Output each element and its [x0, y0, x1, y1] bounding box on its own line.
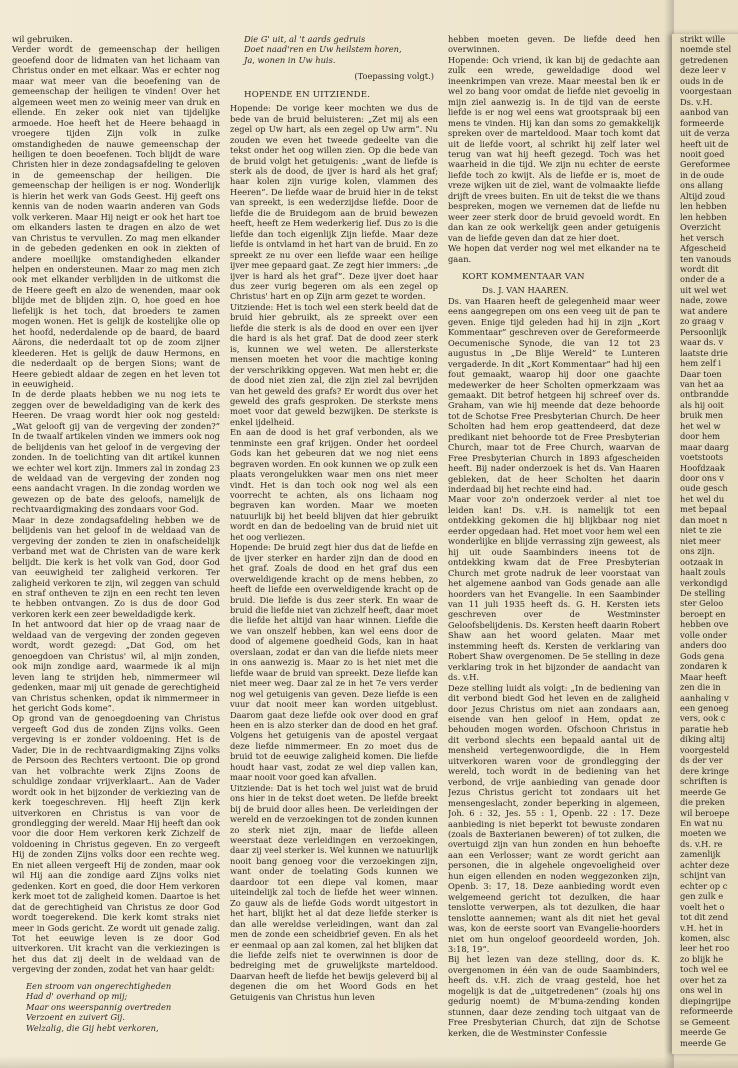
text-line: heeft uit de [680, 138, 729, 149]
text-line: strikt wille [680, 34, 726, 44]
column-4-partial [672, 34, 738, 1054]
paragraph: Hopende: De vorige keer mochten we dus de bede van de bruid beluisteren: „Zet mij als een zegel op Uw hart, als een zegel op Uw arm”. Nu zouden we even het tweede gedeelte van die tekst onder het oog willen zien. Op die bede van de bruid volgt het getuigenis: „want de liefde is sterk als de dood, de ijver is hard als het graf; haar kolen zijn vurige kolen, vlammen des Heeren”. De liefde waar de bruid hier in de tekst van spreekt, is een wederzijdse liefde. Door de liefde die de Bruidegom aan de bruid bewezen heeft, heeft ze Hem wederkerig lief. Dus zo is die liefde dan toch eigenlijk Zijn liefde. Maar deze liefde is ontvlamd in het hart van de bruid. En zo spreekt ze nu over een liefde waar een heilige ijver mee gepaard gaat. Ze zegt hier immers: „de ijver is hard als het graf”. Deze ijver doet haar dus zeer vurig begeren om als een zegel op Christus' hart en op Zijn arm gezet te worden. [230, 103, 438, 302]
text-line: door ons v [680, 473, 724, 484]
paragraph: Hopende: De bruid zegt hier dus dat de liefde en de ijver sterker en harder zijn dan de dood en het graf. Zoals de dood en het graf dus een overweldigende kracht op de mens hebben, zo heeft de liefde een overweldigende kracht op de bruid. Die liefde is dus zeer sterk. En waar de bruid die liefde niet van zichzelf heeft, daar moet die liefde het altijd van haar winnen. Liefde die we van onszelf hebben, kan wel eens door de dood of algemene goedheid Gods, kan in haat overslaan, zodat er dan van die liefde niets meer in ons aanwezig is. Maar zo is het niet met die liefde waar de bruid van spreekt. Deze liefde kan niet meer weg. Daar zal ze in het 7e vers verder nog wel getuigenis van geven. Deze liefde is een vuur dat nooit meer kan worden uitgeblust. Daarom gaat deze liefde ook over dood en graf heen en is alzo sterker dan de dood en het graf. Volgens het getuigenis van de apostel vergaat deze liefde nimmermeer. En zo moet dus de bruid tot de eeuwige zaligheid komen. Die liefde houdt haar vast, zodat ze wel diep vallen kan, maar nooit voor goed kan afvallen. [230, 542, 438, 783]
article-heading: KORT KOMMENTAAR VAN [462, 271, 585, 282]
text-line: Afgescheid [680, 243, 727, 254]
text-line: se Gemeent [680, 1016, 730, 1027]
text-line: reformeerde [680, 1006, 733, 1017]
text-line: moeten we [680, 828, 727, 839]
text-line: het wel du [680, 493, 725, 504]
text-line: ontbrandde [680, 389, 729, 400]
text-line: En wat nu [680, 817, 723, 828]
text-line: gen zulk e [680, 891, 724, 902]
paragraph: Uitziende: Dat is het toch wel juist wat de bruid ons hier in de tekst doet weten. De liefde breekt bij de bruid door alles heen. De verleidingen der wereld en de verzoekingen tot de zonden kunnen zo sterk niet zijn, maar de liefde alleen weerstaat deze verleidingen en verzoekingen, daar zij veel sterker is. Wel kunnen we natuurlijk nooit bang genoeg voor die verzoekingen zijn, want onder de toelating Gods kunnen we daardoor tot een diepe val komen, maar uiteindelijk zal toch de liefde het weer winnen. Zo gauw als de liefde Gods wordt uitgestort in het hart, blijkt het al dat deze liefde sterker is dan alle wereldse verleidingen, want dan zal men de zonde een scheidbrief geven. En als het er eenmaal op aan zal komen, zal het blijken dat die liefde zelfs niet te overwinnen is door de bedreiging met de gruwelijkste marteldood. Daarvan heeft de liefde het bewijs geleverd bij al degenen die om het Woord Gods en het Getuigenis van Christus hun leven [230, 782, 438, 1002]
text-line: niet meer [680, 535, 721, 546]
text-line: diepingrijpe [680, 995, 731, 1006]
text-line: noemde stel [680, 44, 732, 55]
paragraph: Bij het lezen van deze stelling, door ds. K. overgenomen in één van de oude Saambinders, heeft ds. v.H. zich de vraag gesteld, hoe het mogelijk is dat de „uitgetredenen” (zoals hij ons gedurig noemt) de M'buma-zending konden stunnen, daar deze zending toch uitgaat van de Free Presbyterian Church, dat zijn de Schotse kerken, die de Westminster Confessie [448, 954, 660, 1038]
poem-line: Maar ons weerspannig overtreden [26, 1001, 172, 1012]
text-line: tot dit zend [680, 912, 729, 923]
text-line: het versch [680, 232, 725, 243]
text-line: zo blijk he [680, 953, 724, 964]
text-line: van het aa [680, 378, 724, 389]
text-line: een genoeg [680, 703, 729, 713]
paragraph: Deze stelling luidt als volgt: „In de bediening van dit verbond biedt God het leven en de zaligheid door Jezus Christus om niet aan zondaars aan, eisende van hen geloof in Hem, opdat ze behouden mogen worden. Ofschoon Christus in dit verbond slechts een bepaald aantal uit de mensheid vertegenwoordigde, die in Hem uitverkoren waren voor de grondlegging der wereld, toch wordt in de bediening van het verbond, de vrije aanbieding van genade door Jezus Christus gericht tot zondaars uit het mensengeslacht, zonder beperking in algemeen, Joh. 6 : 32, Jes. 55 : 1, Openb. 22 : 17. Deze aanbieding is niet beperkt tot bewuste zondaren (zoals de Baxterianen beweren) of tot zulken, die overtuigd zijn van hun zonden en hun behoefte aan een Verlosser; want ze wordt gericht aan personen, die in algehele ongevoeligheid over hun eigen ellenden en noden weggezonken zijn, Openb. 3: 17, 18. Deze aanbieding wordt even welgemeend gericht tot dezulken, die haar tenslotte verwerpen, als tot dezulken, die haar tenslotte aannemen; want als dit niet het geval was, kon de eerste soort van Evangelie-hoorders niet om hun ongeloof geoordeeld worden, Joh. 3:18, 19”. [448, 682, 660, 954]
text-line: achter deze [680, 859, 730, 870]
text-line: aanbod van [680, 107, 729, 118]
poem-line: Ja, wonen in Uw huis. [244, 54, 336, 65]
text-line: het wel w [680, 420, 721, 431]
text-line: ootzaak in [680, 556, 724, 567]
text-line: ons allang [680, 180, 724, 191]
text-line: Maar heeft [680, 671, 727, 682]
text-line: meerde Ge [680, 1027, 727, 1038]
paragraph: We hopen dat verder nog wel met elkander na te gaan. [448, 243, 660, 264]
text-line: vers, ook c [680, 713, 726, 724]
paragraph: En aan de dood is het graf verbonden, als we tenminste een graf krijgen. Onder het oordeel Gods kan het gebeuren dat we nog niet eens begraven worden. En ook kunnen we op zulk een plaats verongelukken waar men ons niet meer vindt. Het is dan toch ook nog wel als een voorrecht te achten, als ons lichaam nog begraven kan worden. Maar we moeten natuurlijk bij het beeld blijven dat hier gebruikt wordt en dan de bedoeling van de bruid niet uit het oog verliezen. [230, 427, 438, 542]
text-line: ons zijn. [680, 546, 715, 557]
text-line: voetstoots [680, 452, 724, 463]
paragraph: Op grond van de genoegdoening van Christus vergeeft God dus de zonden Zijns volks. Geen vergeving is er zonder voldoening. Het is de Vader, Die in de rechtvaardigmaking Zijns volks de Persoon des Rechters vertoont. Die op grond van het volbrachte werk Zijns Zoons de schuldige zondaar vrijverklaart.. Aan de Vader wordt ook in het bijzonder de verkiezing van de kerk toegeschreven. Hij heeft Zijn kerk uitverkoren en Christus is van voor de grondlegging der wereld. Maar Hij heeft dan ook voor die door Hem verkoren kerk Zichzelf de voldoening in Christus gegeven. En zo vergeeft Hij de zonden Zijns volks door een rechte weg. En niet alleen vergeeft Hij de zonden, maar ook wil Hij aan die zondige aard Zijns volks niet gedenken. Kort en goed, die door Hem verkoren kerk moet tot de zaligheid komen. Daartoe is het dat de gerechtigheid van Christus ze door God wordt toegerekend. Die kerk komt straks niet meer in Gods gericht. Ze wordt uit genade zalig. Tot het eeuwige leven is ze door God uitverkoren. Uit kracht van die verkiezingen is het dus dat zij deelt in de weldaad van de vergeving der zonden, zodat het van haar geldt: [12, 713, 220, 975]
text-line: zen die in [680, 682, 721, 693]
text-line: Gereformee [680, 159, 731, 170]
text-line: waar ds. v [680, 337, 724, 348]
text-line: voelt het o [680, 901, 725, 912]
text-line: met bepaal [680, 504, 727, 515]
paragraph: wil gebruiken. [12, 34, 73, 44]
text-line: zondaren k [680, 661, 727, 672]
text-line: uit de verza [680, 128, 730, 139]
paragraph: In de derde plaats hebben we nu nog iets te zeggen over de beweldadiging van de kerk des Heeren. De vraag wordt hier ook nog gesteld: „Wat gelooft gij van de vergeving der zonden?” In de twaalf artikelen vinden we immers ook nog de belijdenis van het geloof in de vergeving der zonden. In de toelichting van dit artikel kunnen we echter wel kort zijn. Immers zal in zondag 23 de weldaad van de vergeving der zonden nog eens aandacht vragen. In die zondag worden we gewezen op de bate des geloofs, namelijk de rechtvaardigmaking des zondaars voor God. [12, 389, 220, 515]
paragraph: Hopende: Och vriend, ik kan bij de gedachte aan zulk een wrede, geweldadige dood wel ineenkrimpen van vreze. Maar meestal ben ik er wel zo bang voor omdat de liefde niet gevoelig in mijn ziel aanwezig is. In de tijd van de eerste liefde is er nog wel eens wat grootspraak bij een mens te vinden. Hij kan dan soms zo gemakkelijk spreken over de marteldood. Maar toch komt dat uit de liefde voort, al schrikt hij zelf later wel terug van wat hij heeft gezegd. Toch was het waarheid in die tijd. We zijn nu echter de eerste liefde toch zo kwijt. Als de liefde er is, moet de vreze wijken uit de ziel, want de volmaakte liefde drijft de vrees buiten. En uit de tekst die we thans bespreken, mogen we vernemen dat de liefde nu weer zeer sterk door de bruid gevoeld wordt. En dan kan ze ook werkelijk geen ander getuigenis van de liefde geven dan dat ze hier doet. [448, 54, 660, 243]
text-line: dere kringe [680, 765, 729, 776]
text-line: door hem [680, 431, 721, 442]
text-line: echter op c [680, 880, 728, 891]
text-line: oude gesch [680, 483, 728, 494]
text-line: formeerde [680, 117, 724, 128]
column-1 [12, 34, 220, 1054]
text-line: wat andere [680, 305, 728, 316]
text-line: verkondigd [680, 577, 728, 588]
poem-line: Een stroom van ongerechtigheden [26, 980, 172, 991]
text-line: zamenlijk [680, 849, 721, 860]
text-line: dan moet n [680, 514, 728, 525]
paragraph: Verder wordt de gemeenschap der heiligen geoefend door de lidmaten van het lichaam van Christus onder en met elkaar. Was er echter nog maar wat meer van die beoefening van de gemeenschap der heiligen te vinden! Over het algemeen weet men zo weinig meer van druk en ellende. En zeker ook niet van tijdelijke armoede. Hoe heeft het de Heere behaagd in vroegere tijden Zijn volk in zulke omstandigheden de nauwe gemeenschap der heiligen te doen beoefenen. Toch blijdt de ware Christen hier in deze zondagsafdeling te geloven in de gemeenschap der heiligen. Die gemeenschap der heiligen is er nog. Wonderlijk is hierin het werk van Gods Geest. Hij geeft ons kennis van de noden waarin anderen van Gods volk verkeren. Maar Hij neigt er ook het hart toe om elkanders lasten te dragen en alzo de wet van Christus te vervullen. Zo mag men elkander in de gebeden gedenken en ook in ziekten of andere moeilijke omstandigheden elkander helpen en ondersteunen. Maar zo mag men zich ook met elkander verblijden in de uitkomst die de Heere geeft en alzo de wenenden, maar ook blijde met de blijden zijn. O, hoe goed en hoe liefelijk is het toch, dat broeders te zamen mogen wonen. Het is gelijk de kostelijke olie op het hoofd, nederdalende op de baard, de baard Aärons, die nederdaalt tot op de zoom zijner kleederen. Het is gelijk de dauw Hermons, en die nederdaalt op de bergen Sions; want de Heere gebiedt aldaar de zegen en het leven tot in eeuwigheid. [12, 44, 220, 389]
text-line: Hoofdzaak [680, 462, 725, 473]
text-line: Ds. v.H. [680, 96, 713, 107]
page-bottom-shadow [0, 1056, 738, 1068]
text-line: Persoonlijk [680, 326, 727, 337]
poem-line: Die G' uit, al 't aards gedruis [244, 34, 366, 44]
poem-line: Verzoent en zuivert Gij. [26, 1012, 125, 1023]
text-line: paratie heb [680, 723, 729, 734]
poem-verse [230, 34, 438, 65]
text-line: voorgesteld [680, 744, 730, 755]
text-line: ten vanouds [680, 253, 732, 264]
text-line: ouds in de [680, 75, 724, 86]
text-line: Overzicht [680, 222, 721, 233]
text-line: ster Geloo [680, 598, 724, 609]
text-line: niet te zie [680, 525, 722, 536]
text-line: v.H. het in [680, 922, 724, 933]
text-line: nooit goed [680, 148, 725, 159]
text-line: bruik men [680, 410, 724, 421]
text-line: hem zelf i [680, 358, 722, 369]
paragraph: Uitziende: Het is toch wel een sterk beeld dat de bruid hier gebruikt, als ze spreekt over een liefde die sterk is als de dood en over een ijver die hard is als het graf. Dat de dood zeer sterk is, kunnen we wel weten. De allersterkste mensen moeten het voor die machtige koning der verschrikking opgeven. Wat men hebt er, die de dood niet zien zal, die zijn ziel zal bevrijden van het geweld des grafs? Er wordt dus over het geweld des grafs gesproken. De sterkste mens moet voor dat geweld bezwijken. De sterkste is enkel ijdelheid. [230, 301, 438, 427]
text-line: haalt zouls [680, 567, 726, 578]
text-line: voorgestaan [680, 86, 732, 97]
paragraph: In het antwoord dat hier op de vraag naar de weldaad van de vergeving der zonden gegeven wordt, wordt gezegd: „Dat God, om het genoegdoen van Christus' wil, al mijn zonden, ook mijn zondige aard, waarmede ik al mijn leven lang te strijden heb, nimmermeer wil gedenken, maar mij uit genade de gerechtigheid van Christus schenken, opdat ik nimmermeer in het gericht Gods kome”. [12, 619, 220, 713]
text-line: wil beroepe [680, 807, 730, 818]
text-line: ons wel in [680, 985, 723, 996]
column-2 [230, 34, 438, 1054]
text-line: getredenen [680, 54, 729, 65]
paragraph: hebben moeten geven. De liefde deed hen overwinnen. [448, 34, 660, 55]
text-line: onder de a [680, 274, 725, 285]
column-3 [448, 34, 660, 1054]
poem-verse [12, 981, 220, 1033]
article-subheading: Ds. J. VAN HAAREN. [482, 285, 569, 296]
text-line: volle onder [680, 629, 728, 640]
paragraph: Ds. van Haaren heeft de gelegenheid maar weer eens aangegrepen om ons een veeg uit de pan te geven. Enige tijd geleden had hij in zijn „Kort Kommentaar” geschreven over de Gereformeerde Oecumenische Synode, die van 12 tot 23 augustus in „De Blije Wereld” te Lunteren vergaderde. In dit „Kort Kommentaar” had hij een fout gemaakt, waarop hij door one gaachte medewerker de heer Scholten opmerkzaam was gemaakt. Dit betrof hetgeen hij schreef over ds. Graham, van wie hij meende dat deze behoorde tot de Schotse Free Presbyterian Church. De heer Scholten had hem erop geattendeerd, dat deze predikant niet behoorde tot de Free Presbyterian Church, maar tot de Free Church, waarvan de Free Presbyterian Church in 1893 afgescheiden heeft. Bij nader onderzoek is het ds. Van Haaren gebleken, dat de heer Scholten het daarin inderdaad bij het rechte eind had. [448, 295, 660, 495]
text-line: diking altij [680, 734, 726, 745]
text-line: Daar toen [680, 368, 722, 379]
continued-note: (Toepassing volgt.) [354, 71, 434, 82]
poem-line: Welzalig, die Gij hebt verkoren, [26, 1022, 159, 1033]
text-line: in de oude [680, 169, 725, 180]
text-line: deze leer v [680, 65, 726, 76]
paragraph: Maar voor zo'n onderzoek verder al niet toe leiden kan! Ds. v.H. is namelijk tot een ontdekking gekomen die hij blijkbaar nog niet eerder opgedaan had. Het moet voor hem wel een wonderlijke en blijde verrassing zijn geweest, als hij uit oude Saambinders ineens tot de ontdekking kwam dat de Free Presbyterian Church met grote nadruk de leer voorstaat van het algemene aanbod van Gods genade aan alle hoorders van het Evangelie. In een Saambinder van 11 juli 1935 heeft ds. G. H. Kersten iets geschreven over de Westminster Geloofsbelijdenis. Ds. Kersten heeft daarin Robert Shaw aan het woord gelaten. Maar met instemming heeft ds. Kersten de verklaring van Robert Shaw overgenomen. De 5e stelling in deze verklaring trok in het bijzonder de aandacht van ds. v.H. [448, 494, 660, 683]
text-line: De stelling [680, 588, 726, 599]
text-line: leer het roo [680, 943, 730, 954]
text-line: zo graag v [680, 316, 724, 327]
text-line: maar daarg [680, 441, 729, 452]
text-line: uit wel wet [680, 284, 727, 295]
text-line: schijnt van [680, 870, 726, 881]
poem-line: Doet naad'ren en Uw heilstem horen, [244, 44, 402, 55]
text-line: Altijd zoud [680, 190, 726, 201]
text-line: toch wel ee [680, 964, 729, 975]
text-line: Gods gena [680, 650, 725, 661]
text-line: laatste drie [680, 347, 728, 358]
text-line: komen, alsc [680, 932, 730, 943]
text-line: ds der ver [680, 755, 723, 766]
text-line: meerde Ge [680, 1037, 727, 1048]
poem-line: Had d' overhand op mij; [26, 991, 128, 1002]
text-line: anders doo [680, 640, 727, 651]
text-line: len hebben [680, 211, 727, 222]
text-line: aanhaling v [680, 692, 729, 703]
text-line: ds. v.H. re [680, 838, 723, 849]
article-heading: HOPENDE EN UITZIENDE. [244, 89, 371, 100]
text-line: len hebben [680, 201, 727, 212]
text-line: nade, zowe [680, 295, 728, 306]
text-line: meerde Ge [680, 786, 727, 797]
text-line: wordt dit [680, 263, 719, 274]
paragraph: Maar in deze zondagsafdeling hebben we de belijdenis van het geloof in de weldaad van de vergeving der zonden te zien in onafscheidelijk verband met wat de Christen van de ware kerk belijdt. Die kerk is het volk van God, door God van eeuwigheid ter zaligheid verkoren. Ter zaligheid verkoren te zijn, wil zeggen van schuld en straf ontheven te zijn en een recht ten leven te hebben ontvangen. Zo is dus de door God verkoren kerk een zeer beweldadigde kerk. [12, 514, 220, 619]
text-line: beroept en [680, 608, 726, 619]
text-line: die preken [680, 797, 725, 808]
text-line: over het za [680, 974, 727, 985]
text-line: schriften is [680, 776, 728, 787]
text-line: als hij ooit [680, 399, 724, 410]
text-line: hebben ove [680, 619, 729, 630]
